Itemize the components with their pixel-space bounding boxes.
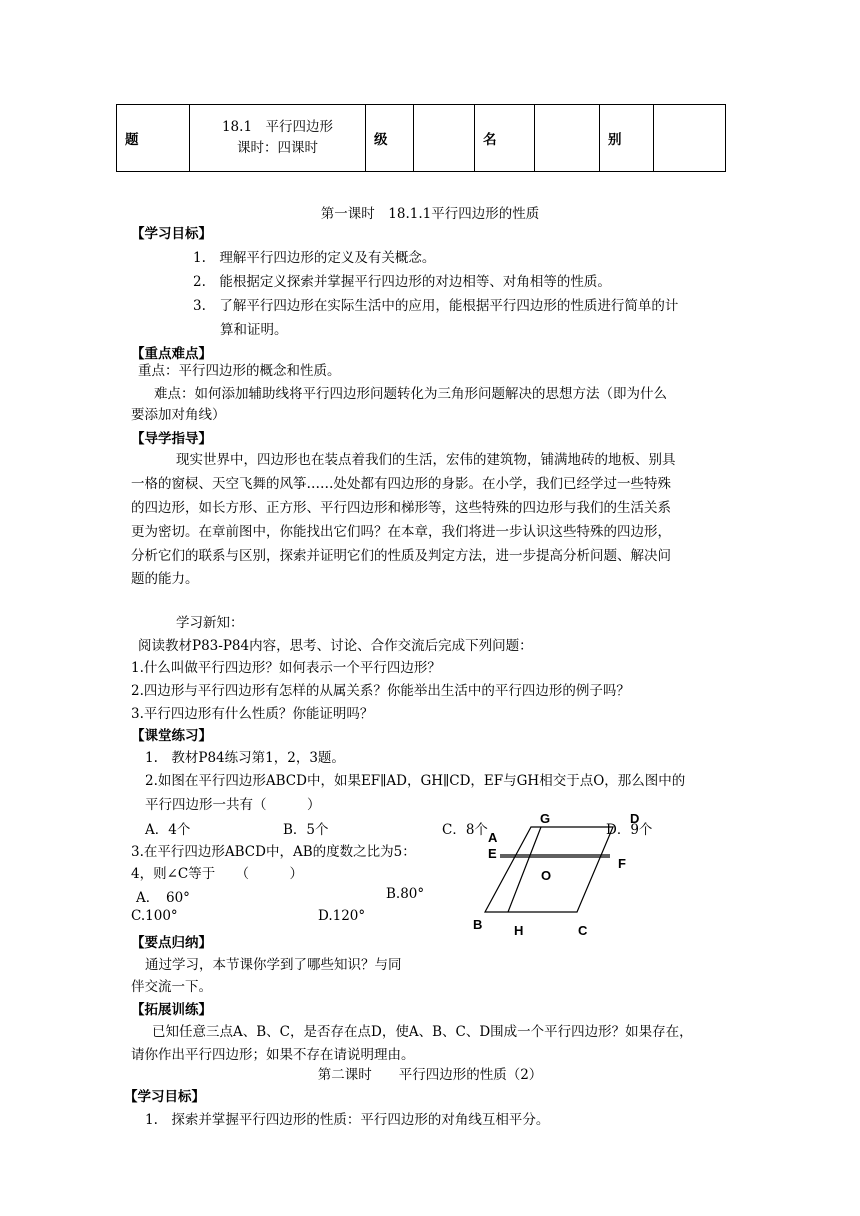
key-title: 【重点难点】 [131,346,212,362]
label-g: G [540,811,551,826]
objective-1: 1. 理解平行四边形的定义及有关概念。 [193,250,436,266]
cell-blank-1 [414,105,475,172]
cell-name: 名 [475,105,535,172]
difficulty-line1: 难点：如何添加辅助线将平行四边形问题转化为三角形问题解决的思想方法（即为什么 [154,386,667,402]
objective-3-cont: 算和证明。 [220,322,288,338]
practice-2-option-d: D．9个 [606,822,653,838]
question-1: 1.什么叫做平行四边形？如何表示一个平行四边形？ [131,660,441,676]
objectives-title: 【学习目标】 [131,226,212,242]
practice-3-option-a: A． 60° [136,890,190,906]
label-a: A [488,830,498,845]
cell-class: 级 [366,105,414,172]
practice-2-line2: 平行四边形一共有（ ） [145,797,321,813]
label-c: C [578,923,588,938]
practice-3-line1: 3.在平行四边形ABCD中，AB的度数之比为5： [131,844,416,860]
difficulty-line2: 要添加对角线） [131,407,226,423]
practice-3-option-d: D.120° [318,908,366,924]
cell-topic: 题 [117,105,190,172]
lesson2-objectives-title: 【学习目标】 [124,1089,205,1105]
practice-3-option-c: C.100° [131,908,178,924]
lesson1-heading: 第一课时 18.1.1平行四边形的性质 [320,206,540,222]
parallelogram-figure [470,805,655,945]
reading-instruction: 阅读教材P83-P84内容，思考、讨论、合作交流后完成下列问题： [138,638,533,654]
practice-2-option-a: A．4个 [145,822,191,838]
summary-title: 【要点归纳】 [131,935,212,951]
label-o: O [541,868,552,883]
lesson2-heading: 第二课时 平行四边形的性质（2） [317,1067,543,1083]
label-d: D [630,811,640,826]
practice-1: 1. 教材P84练习第1，2，3题。 [145,750,345,766]
guide-line-4: 更为密切。在章前图中，你能找出它们吗？在本章，我们将进一步认识这些特殊的四边形， [131,524,671,540]
objective-2: 2. 能根据定义探索并掌握平行四边形的对边相等、对角相等的性质。 [193,274,611,290]
question-3: 3.平行四边形有什么性质？你能证明吗？ [131,706,374,722]
practice-2-option-b: B．5个 [283,822,329,838]
cell-other: 别 [600,105,654,172]
guide-line-1: 现实世界中，四边形也在装点着我们的生活，宏伟的建筑物，铺满地砖的地板、别具 [176,452,676,468]
question-2: 2.四边形与平行四边形有怎样的从属关系？你能举出生活中的平行四边形的例子吗？ [131,683,630,699]
summary-line2: 伴交流一下。 [131,979,212,995]
title-line1: 18.1 平行四边形 [221,119,334,135]
label-b: B [473,917,483,932]
practice-2-option-c: C．8个 [442,822,488,838]
guide-line-2: 一格的窗棂、天空飞舞的风筝……处处都有四边形的身影。在小学，我们已经学过一些特殊 [131,476,671,492]
title-line2: 课时：四课时 [237,140,318,156]
practice-2-line1: 2.如图在平行四边形ABCD中，如果EF∥AD，GH∥CD，EF与GH相交于点O，那么图中的 [145,773,686,789]
label-h: H [514,923,524,938]
cell-blank-3 [654,105,726,172]
guide-line-6: 题的能力。 [131,571,199,587]
guide-title: 【导学指导】 [131,431,212,447]
label-e: E [488,846,497,861]
cell-title [190,105,366,172]
key-points: 重点：平行四边形的概念和性质。 [138,363,341,379]
guide-line-5: 分析它们的联系与区别，探索并证明它们的性质及判定方法，进一步提高分析问题、解决问 [131,548,671,564]
label-f: F [618,856,626,871]
extend-line2: 请你作出平行四边形；如果不存在请说明理由。 [131,1047,415,1063]
practice-title: 【课堂练习】 [131,728,212,744]
cell-blank-2 [535,105,600,172]
guide-line-3: 的四边形，如长方形、正方形、平行四边形和梯形等，这些特殊的四边形与我们的生活关系 [131,500,671,516]
header-table [116,104,726,172]
practice-3-line2: 4，则∠C等于 （ ） [131,866,303,882]
objective-3: 3. 了解平行四边形在实际生活中的应用，能根据平行四边形的性质进行简单的计 [193,298,679,314]
new-knowledge: 学习新知： [176,615,244,631]
lesson2-objective-1: 1. 探索并掌握平行四边形的性质：平行四边形的对角线互相平分。 [145,1112,550,1128]
practice-3-option-b: B.80° [386,886,425,902]
extend-title: 【拓展训练】 [131,1002,212,1018]
extend-line1: 已知任意三点A、B、C，是否存在点D，使A、B、C、D围成一个平行四边形？如果存在， [152,1024,693,1040]
summary-line1: 通过学习，本节课你学到了哪些知识？与同 [145,957,402,973]
